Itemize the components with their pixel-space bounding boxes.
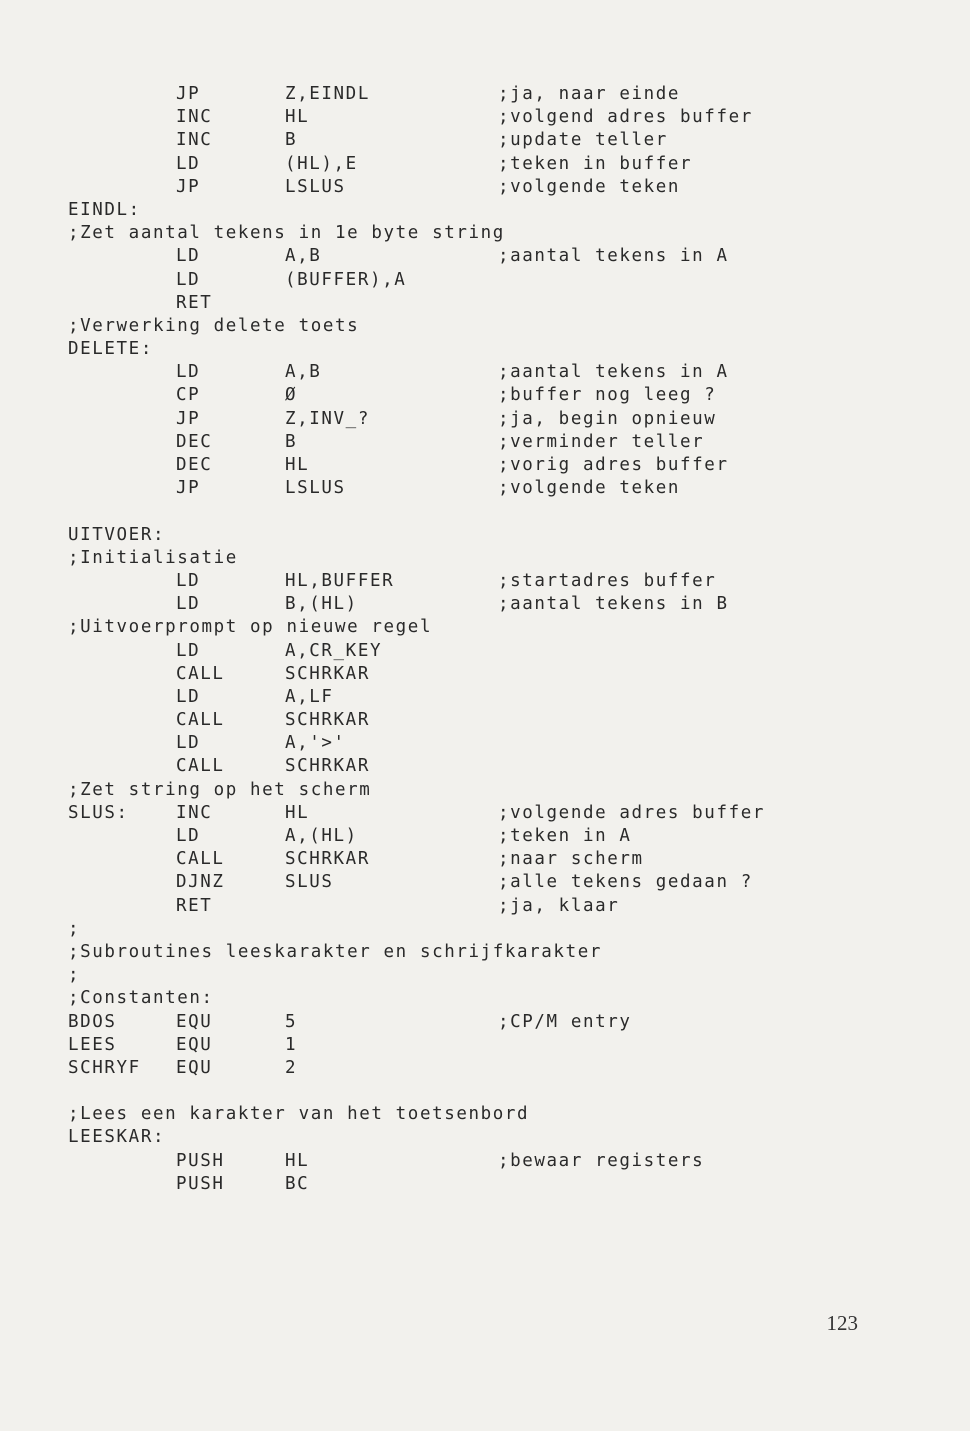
code-comment: ;CP/M entry xyxy=(498,1011,632,1032)
code-operand: 2 xyxy=(285,1057,298,1078)
code-label: SCHRYF xyxy=(68,1057,141,1078)
code-line-text: ;Constanten: xyxy=(68,988,214,1009)
code-comment: ;aantal tekens in B xyxy=(498,594,729,615)
code-opcode: LD xyxy=(176,826,201,846)
code-line xyxy=(0,965,970,988)
code-line-text: EINDL: xyxy=(68,199,141,220)
code-line xyxy=(0,780,970,803)
code-line-text: ;Uitvoerprompt op nieuwe regel xyxy=(68,617,433,638)
code-line xyxy=(0,177,970,200)
code-comment: ;startadres buffer xyxy=(498,570,717,591)
code-opcode: PUSH xyxy=(176,1150,225,1171)
code-line xyxy=(0,942,970,965)
code-line xyxy=(0,617,970,640)
code-opcode: LD xyxy=(176,269,201,290)
code-line xyxy=(0,362,970,385)
code-line xyxy=(0,896,970,919)
code-line xyxy=(0,756,970,779)
code-label: LEES xyxy=(68,1034,117,1055)
code-line xyxy=(0,710,970,733)
code-comment: ;ja, begin opnieuw xyxy=(498,408,717,429)
code-opcode: LD xyxy=(176,153,201,174)
code-line xyxy=(0,432,970,455)
code-line xyxy=(0,246,970,269)
code-operand: HL,BUFFER xyxy=(285,570,395,591)
assembly-listing xyxy=(0,84,970,1197)
code-opcode: DEC xyxy=(176,455,213,475)
code-line-text: UITVOER: xyxy=(68,524,166,545)
code-line xyxy=(0,1012,970,1035)
code-line xyxy=(0,664,970,687)
code-line xyxy=(0,130,970,153)
page-number: 123 xyxy=(826,1311,858,1335)
code-line xyxy=(0,594,970,617)
code-operand: B,(HL) xyxy=(285,594,358,615)
code-line-text: ;Lees een karakter van het toetsenbord xyxy=(68,1104,530,1125)
code-operand: SCHRKAR xyxy=(285,849,370,870)
code-operand: SCHRKAR xyxy=(285,756,370,777)
code-opcode: CP xyxy=(176,385,201,406)
code-operand: A,B xyxy=(285,362,322,383)
code-line xyxy=(0,641,970,664)
code-line-text: ;Subroutines leeskarakter en schrijfkarakter xyxy=(68,941,602,962)
code-line xyxy=(0,1081,970,1104)
code-opcode: INC xyxy=(176,130,213,151)
code-line-text: ;Verwerking delete toets xyxy=(68,315,360,336)
code-opcode: LD xyxy=(176,686,201,707)
code-line xyxy=(0,1174,970,1197)
code-opcode: JP xyxy=(176,84,201,104)
code-operand: 5 xyxy=(285,1011,298,1032)
code-line xyxy=(0,200,970,223)
code-line-text: ;Zet aantal tekens in 1e byte string xyxy=(68,223,505,244)
code-line xyxy=(0,1035,970,1058)
code-line xyxy=(0,872,970,895)
code-opcode: EQU xyxy=(176,1011,213,1032)
code-operand: HL xyxy=(285,802,310,823)
code-line xyxy=(0,339,970,362)
code-line xyxy=(0,1104,970,1127)
code-line xyxy=(0,223,970,246)
code-line xyxy=(0,455,970,478)
code-opcode: CALL xyxy=(176,663,225,684)
code-opcode: DJNZ xyxy=(176,872,225,893)
code-opcode: EQU xyxy=(176,1034,213,1055)
code-label: BDOS xyxy=(68,1011,117,1032)
code-comment: ;buffer nog leeg ? xyxy=(498,385,717,406)
code-operand: (HL),E xyxy=(285,153,358,174)
code-opcode: PUSH xyxy=(176,1173,225,1194)
code-line xyxy=(0,84,970,107)
code-operand: A,CR_KEY xyxy=(285,640,383,661)
code-line xyxy=(0,919,970,942)
code-operand: LSLUS xyxy=(285,478,346,499)
code-line-text: ; xyxy=(68,918,81,939)
code-comment: ;alle tekens gedaan ? xyxy=(498,872,753,893)
code-line xyxy=(0,107,970,130)
code-comment: ;naar scherm xyxy=(498,849,644,870)
code-line xyxy=(0,478,970,501)
code-line xyxy=(0,571,970,594)
code-line xyxy=(0,687,970,710)
code-line xyxy=(0,293,970,316)
code-opcode: LD xyxy=(176,594,201,615)
code-comment: ;ja, klaar xyxy=(498,895,620,916)
code-comment: ;volgend adres buffer xyxy=(498,107,753,128)
code-opcode: LD xyxy=(176,640,201,661)
code-line xyxy=(0,385,970,408)
code-line xyxy=(0,1151,970,1174)
code-opcode: JP xyxy=(176,408,201,429)
code-operand: SCHRKAR xyxy=(285,710,370,731)
code-comment: ;update teller xyxy=(498,130,668,151)
code-comment: ;volgende teken xyxy=(498,176,681,197)
code-comment: ;ja, naar einde xyxy=(498,84,681,104)
code-operand: SLUS xyxy=(285,872,334,893)
code-operand: HL xyxy=(285,107,310,128)
code-operand: (BUFFER),A xyxy=(285,269,407,290)
code-line xyxy=(0,803,970,826)
code-line-text: DELETE: xyxy=(68,339,153,360)
code-operand: B xyxy=(285,130,298,151)
code-comment: ;aantal tekens in A xyxy=(498,362,729,383)
code-line xyxy=(0,270,970,293)
code-label: SLUS: xyxy=(68,802,129,823)
code-line-text: LEESKAR: xyxy=(68,1127,166,1148)
code-operand: A,B xyxy=(285,246,322,267)
code-operand: A,'>' xyxy=(285,733,346,754)
code-opcode: LD xyxy=(176,362,201,383)
code-comment: ;volgende teken xyxy=(498,478,681,499)
code-line xyxy=(0,548,970,571)
code-operand: Ø xyxy=(285,385,298,406)
code-line xyxy=(0,826,970,849)
code-operand: A,LF xyxy=(285,686,334,707)
code-opcode: INC xyxy=(176,107,213,128)
code-line xyxy=(0,525,970,548)
code-operand: HL xyxy=(285,1150,310,1171)
code-comment: ;aantal tekens in A xyxy=(498,246,729,267)
code-line xyxy=(0,501,970,524)
code-line xyxy=(0,733,970,756)
code-operand: SCHRKAR xyxy=(285,663,370,684)
code-comment: ;bewaar registers xyxy=(498,1150,705,1171)
code-line xyxy=(0,988,970,1011)
code-operand: Z,INV_? xyxy=(285,408,370,429)
code-line-text: ;Zet string op het scherm xyxy=(68,779,372,800)
code-opcode: EQU xyxy=(176,1057,213,1078)
code-opcode: CALL xyxy=(176,849,225,870)
code-opcode: DEC xyxy=(176,431,213,452)
code-operand: 1 xyxy=(285,1034,298,1055)
code-operand: BC xyxy=(285,1173,310,1194)
code-opcode: RET xyxy=(176,895,213,916)
code-opcode: RET xyxy=(176,292,213,313)
code-opcode: JP xyxy=(176,176,201,197)
code-opcode: LD xyxy=(176,570,201,591)
code-line xyxy=(0,1058,970,1081)
code-line xyxy=(0,409,970,432)
code-comment: ;volgende adres buffer xyxy=(498,802,765,823)
code-comment: ;teken in buffer xyxy=(498,153,693,174)
code-operand: Z,EINDL xyxy=(285,84,370,104)
code-line xyxy=(0,316,970,339)
code-operand: HL xyxy=(285,455,310,475)
code-operand: LSLUS xyxy=(285,176,346,197)
code-opcode: CALL xyxy=(176,756,225,777)
code-comment: ;teken in A xyxy=(498,826,632,846)
code-operand: A,(HL) xyxy=(285,826,358,846)
code-opcode: LD xyxy=(176,733,201,754)
code-line-text: ; xyxy=(68,965,81,986)
code-comment: ;verminder teller xyxy=(498,431,705,452)
code-opcode: INC xyxy=(176,802,213,823)
code-line-text: ;Initialisatie xyxy=(68,547,238,568)
code-opcode: LD xyxy=(176,246,201,267)
code-comment: ;vorig adres buffer xyxy=(498,455,729,475)
code-line xyxy=(0,849,970,872)
code-operand: B xyxy=(285,431,298,452)
code-line xyxy=(0,1127,970,1150)
code-opcode: JP xyxy=(176,478,201,499)
code-line xyxy=(0,154,970,177)
code-opcode: CALL xyxy=(176,710,225,731)
